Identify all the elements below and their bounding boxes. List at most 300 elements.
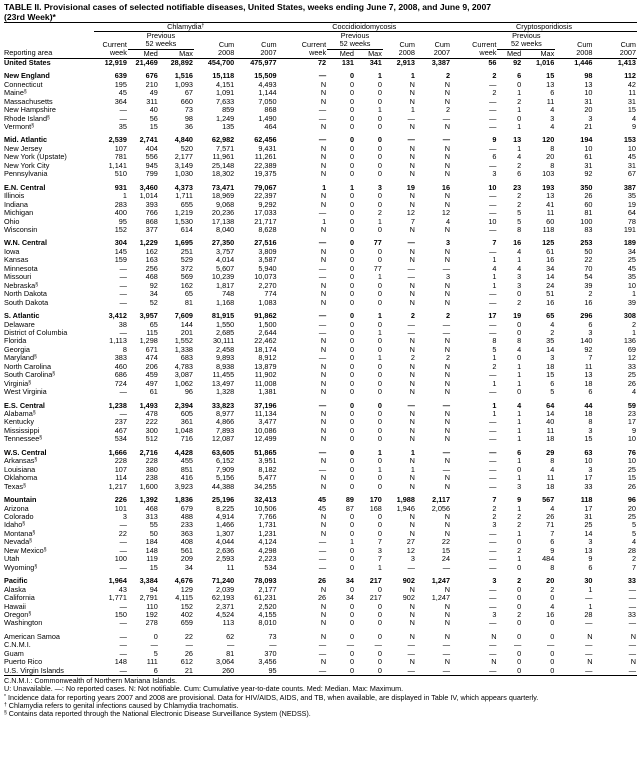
table-cell: 0 <box>153 632 158 641</box>
table-cell: 45 <box>627 264 636 273</box>
table-cell: N <box>320 345 327 354</box>
table-cell: 159 <box>114 256 127 265</box>
table-cell: 11,961 <box>212 153 235 162</box>
table-cell: — <box>119 521 127 530</box>
table-cell: N <box>444 161 451 170</box>
table-cell: 3 <box>492 611 497 619</box>
table-cell: — <box>318 354 327 363</box>
table-cell: 1 <box>517 106 522 115</box>
table-cell: 193 <box>542 183 555 192</box>
table-cell: 37,196 <box>254 401 277 410</box>
table-cell: 10 <box>627 144 636 153</box>
table-cell: 0 <box>550 619 555 628</box>
disease-header-cryptosporidiosis: Cryptosporidiosis <box>451 23 637 32</box>
table-cell: 748 <box>222 290 235 299</box>
table-row <box>4 106 637 114</box>
table-cell: 70 <box>584 264 593 273</box>
table-cell: 2 <box>517 192 522 201</box>
table-cell: N <box>409 602 415 611</box>
table-cell: — <box>451 667 497 676</box>
table-cell: 1 <box>517 555 522 564</box>
table-cell: N <box>444 457 451 466</box>
table-cell: 0 <box>377 80 382 89</box>
table-cell: N <box>630 632 636 641</box>
table-cell: 2 <box>517 611 522 619</box>
table-cell: 38 <box>118 320 127 329</box>
table-cell: 1 <box>410 72 415 81</box>
table-cell: 612 <box>180 658 193 667</box>
table-cell: 228 <box>145 457 158 466</box>
table-cell: 0 <box>517 80 522 89</box>
table-cell: 556 <box>145 153 158 162</box>
table-cell: 1,229 <box>139 239 158 248</box>
table-cell: N <box>491 658 497 667</box>
table-cell: 10 <box>627 435 636 444</box>
region-row <box>4 72 637 80</box>
table-row <box>4 226 637 234</box>
table-cell: 73 <box>268 632 277 641</box>
table-cell: 1 <box>492 379 497 388</box>
table-cell: 1,964 <box>108 577 127 586</box>
table-cell: — <box>407 401 415 410</box>
table-cell: 8 <box>550 144 555 153</box>
table-cell: 1,946 <box>396 504 415 513</box>
table-cell: 0 <box>349 239 354 248</box>
table-cell: — <box>119 410 127 419</box>
table-cell: 27,350 <box>211 239 235 248</box>
table-cell: 34 <box>345 594 354 603</box>
table-cell: 464 <box>264 122 277 131</box>
table-cell: 24 <box>546 281 555 290</box>
table-cell: 3 <box>445 239 451 248</box>
table-cell: 455 <box>180 457 193 466</box>
table-cell: — <box>119 641 127 650</box>
table-cell: 716 <box>180 435 193 444</box>
table-row <box>4 466 637 474</box>
table-cell: 95 <box>235 667 277 676</box>
table-cell: 253 <box>580 239 593 248</box>
table-cell: 639 <box>114 72 127 81</box>
table-cell: N <box>320 426 327 435</box>
table-cell: — <box>407 641 415 650</box>
table-cell: 3,384 <box>139 577 158 586</box>
footnote: U: Unavailable. —: No reported cases. N: Not notifiable. Cum: Cumulative year-to-date counts. Med: Median. Max: Maximum. <box>4 684 404 694</box>
table-cell: 454,700 <box>207 58 235 67</box>
table-cell: 8,938 <box>215 362 235 371</box>
column-header-max: Max <box>159 49 194 58</box>
table-cell: 2 <box>445 106 451 115</box>
reporting-area-name: Minnesota <box>4 264 38 273</box>
table-cell: N <box>320 457 327 466</box>
table-cell: 0 <box>377 435 382 444</box>
table-cell: 0 <box>377 482 382 491</box>
table-cell: 868 <box>264 106 277 115</box>
table-cell: 3,387 <box>431 58 451 67</box>
table-cell: 144 <box>180 320 193 329</box>
reporting-area-name: Oregon§ <box>4 611 32 619</box>
table-cell: 1,988 <box>396 496 415 505</box>
table-cell: 98 <box>184 114 193 123</box>
table-cell: N <box>409 200 415 209</box>
reporting-area-name: Puerto Rico <box>4 658 43 667</box>
table-cell: 67 <box>184 89 193 98</box>
table-cell: 11,134 <box>254 410 277 419</box>
table-cell: N <box>444 435 451 444</box>
table-cell: 209 <box>180 555 193 564</box>
table-cell: — <box>119 632 127 641</box>
table-cell: 0 <box>349 144 354 153</box>
table-cell: 614 <box>180 225 193 234</box>
table-cell: 0 <box>349 264 354 273</box>
table-cell: 1 <box>377 312 382 321</box>
reporting-area-name: District of Columbia <box>4 328 68 337</box>
table-cell: 0 <box>349 290 354 299</box>
table-cell: N <box>409 619 415 628</box>
table-cell: 2 <box>517 200 522 209</box>
table-cell: 3 <box>445 273 451 282</box>
table-cell: 8,225 <box>215 504 235 513</box>
column-header-max: Max <box>522 49 555 58</box>
table-cell: — <box>119 281 127 290</box>
table-cell: 8 <box>517 225 522 234</box>
table-cell: 65 <box>546 312 555 321</box>
table-cell: 3,923 <box>174 482 193 491</box>
table-cell: — <box>489 106 497 115</box>
table-cell: 534 <box>114 435 127 444</box>
table-cell: 1 <box>377 72 382 81</box>
table-cell: 3,957 <box>139 312 158 321</box>
table-cell: 0 <box>377 161 382 170</box>
table-cell: N <box>444 80 451 89</box>
table-cell: 0 <box>349 337 354 346</box>
table-cell: N <box>444 192 451 201</box>
table-cell: 51,865 <box>254 448 277 457</box>
table-cell: 2 <box>550 585 555 594</box>
table-cell: N <box>409 611 415 619</box>
table-row <box>4 89 637 97</box>
table-cell: 30,111 <box>213 337 235 346</box>
table-cell: 194 <box>580 136 593 145</box>
table-cell: 4,044 <box>215 538 235 547</box>
table-cell: 0 <box>349 457 354 466</box>
header-blank <box>416 32 451 41</box>
table-cell: — <box>318 546 327 555</box>
table-cell: 7 <box>492 496 497 505</box>
table-cell: 304 <box>114 239 127 248</box>
table-cell: 17 <box>584 474 593 483</box>
table-cell: 13 <box>546 80 555 89</box>
table-cell: 23 <box>513 183 522 192</box>
table-cell: 9 <box>631 122 636 131</box>
header-blank <box>235 32 277 41</box>
table-cell: 0 <box>349 225 354 234</box>
table-cell: 0 <box>349 72 354 81</box>
table-cell: 0 <box>377 281 382 290</box>
table-cell: 468 <box>145 504 158 513</box>
table-cell: 26 <box>184 649 193 658</box>
table-cell: 50 <box>149 529 158 538</box>
table-cell: N <box>444 379 451 388</box>
table-cell: 1,552 <box>174 337 193 346</box>
table-cell: 0 <box>349 619 354 628</box>
table-cell: 15 <box>441 546 451 555</box>
table-cell: N <box>444 144 451 153</box>
reporting-area-name: Arkansas§ <box>4 457 38 466</box>
table-cell: 1,217 <box>108 482 127 491</box>
table-cell: 45 <box>627 153 636 162</box>
table-cell: 2,913 <box>396 58 415 67</box>
footnote: C.N.M.I.: Commonwealth of Northern Mariana Islands. <box>4 676 177 686</box>
table-cell: 4 <box>445 217 451 226</box>
table-cell: N <box>320 161 327 170</box>
table-cell: 460 <box>114 362 127 371</box>
table-cell: 1 <box>492 273 497 282</box>
table-cell: 361 <box>180 418 193 427</box>
table-cell: 0 <box>349 426 354 435</box>
table-cell: — <box>513 641 522 650</box>
table-cell: 1 <box>588 585 593 594</box>
table-cell: 7,633 <box>215 97 235 106</box>
table-cell: — <box>489 585 497 594</box>
table-cell: N <box>320 225 327 234</box>
previous-weeks-header: 52 weeks <box>327 40 383 49</box>
table-cell: 22,397 <box>254 192 277 201</box>
table-cell: 62 <box>226 632 235 641</box>
table-cell: 2 <box>517 521 522 530</box>
table-cell: N <box>409 482 415 491</box>
table-cell: 1,392 <box>139 496 158 505</box>
table-cell: 0 <box>377 337 382 346</box>
table-cell: 110 <box>146 602 158 611</box>
table-cell: N <box>320 290 327 299</box>
table-cell: 1 <box>517 410 522 419</box>
table-cell: 0 <box>517 320 522 329</box>
reporting-area-name: W.N. Central <box>4 239 47 248</box>
table-row <box>4 658 637 666</box>
table-cell: 14 <box>546 410 555 419</box>
table-cell: 168 <box>369 504 382 513</box>
table-cell: 0 <box>377 298 382 307</box>
table-cell: 0 <box>349 418 354 427</box>
table-cell: 27 <box>406 538 415 547</box>
table-cell: 4,840 <box>174 136 193 145</box>
table-cell: 15,509 <box>254 72 277 81</box>
table-cell: 4,151 <box>215 80 235 89</box>
table-cell: 19 <box>513 312 522 321</box>
table-cell: 11 <box>546 426 555 435</box>
table-cell: 64 <box>627 209 636 218</box>
table-cell: 170 <box>369 496 382 505</box>
table-cell: 61 <box>546 247 555 256</box>
table-cell: 15 <box>627 106 636 115</box>
table-cell: 0 <box>377 114 382 123</box>
table-cell: 300 <box>145 426 158 435</box>
table-cell: 191 <box>623 225 636 234</box>
table-cell: N <box>444 602 451 611</box>
cum-header: Cum <box>434 40 451 49</box>
table-cell: 0 <box>517 465 522 474</box>
table-cell: 33 <box>584 482 593 491</box>
table-cell: — <box>407 136 415 145</box>
reporting-area-name: Alabama§ <box>4 410 36 419</box>
table-cell: 201 <box>180 328 193 337</box>
table-cell: 10 <box>584 89 593 98</box>
table-cell: N <box>409 290 415 299</box>
table-cell: 0 <box>377 457 382 466</box>
table-cell: 51 <box>546 290 555 299</box>
table-cell: 5 <box>492 345 497 354</box>
table-cell: 1 <box>377 273 382 282</box>
table-row <box>4 192 637 200</box>
table-cell: — <box>119 114 127 123</box>
table-cell: 8 <box>588 418 593 427</box>
table-cell: 2,791 <box>139 594 158 603</box>
table-cell: 92 <box>149 281 158 290</box>
table-cell: 56 <box>149 114 158 123</box>
table-cell: 33 <box>627 611 636 619</box>
table-cell: 73 <box>184 106 193 115</box>
table-cell: 1 <box>410 448 415 457</box>
table-cell: — <box>489 225 497 234</box>
table-cell: 2 <box>445 72 451 81</box>
cum-header: Cum <box>218 40 235 49</box>
table-cell: 15 <box>584 435 593 444</box>
table-cell: 5,477 <box>258 474 277 483</box>
table-cell: 0 <box>349 170 354 179</box>
table-cell: — <box>489 474 497 483</box>
table-cell: — <box>489 563 497 572</box>
table-cell: — <box>119 328 127 337</box>
table-cell: 3,149 <box>174 161 193 170</box>
table-cell: N <box>444 97 451 106</box>
table-cell: 35 <box>546 337 555 346</box>
table-cell: 3,809 <box>258 247 277 256</box>
table-cell: 4 <box>550 106 555 115</box>
table-cell: — <box>442 114 451 123</box>
table-cell: N <box>320 97 327 106</box>
table-cell: 0 <box>349 281 354 290</box>
table-cell: 1,016 <box>536 58 555 67</box>
column-header-current_2: week <box>278 49 328 58</box>
table-cell: — <box>489 555 497 564</box>
table-cell: 152 <box>180 602 193 611</box>
table-cell: 6,152 <box>215 457 235 466</box>
table-cell: 724 <box>114 379 127 388</box>
table-cell: 251 <box>180 247 193 256</box>
reporting-area-name: New York City <box>4 161 50 170</box>
table-cell: 4,676 <box>174 577 193 586</box>
table-cell: 2 <box>377 209 382 218</box>
table-cell: 1,048 <box>174 426 193 435</box>
table-cell: 39 <box>584 281 593 290</box>
table-cell: 0 <box>349 521 354 530</box>
table-cell: — <box>94 667 128 676</box>
table-cell: — <box>489 457 497 466</box>
table-cell: N <box>444 658 451 667</box>
table-cell: 60 <box>584 200 593 209</box>
table-cell: 111 <box>146 658 158 667</box>
table-cell: 6 <box>550 538 555 547</box>
table-cell: 92 <box>513 58 522 67</box>
header-blank <box>4 40 94 49</box>
table-cell: 9 <box>492 136 497 145</box>
table-cell: 92 <box>584 345 593 354</box>
table-cell: 1,500 <box>258 320 277 329</box>
table-cell: 94 <box>149 585 158 594</box>
table-cell: 31 <box>584 97 593 106</box>
table-cell: 0 <box>377 247 382 256</box>
table-cell: — <box>489 448 497 457</box>
table-cell: 4,914 <box>215 513 235 522</box>
table-cell: 18,174 <box>254 345 277 354</box>
table-cell: 1,307 <box>215 529 235 538</box>
table-cell: 5,940 <box>258 264 277 273</box>
reporting-area-name: Massachusetts <box>4 97 53 106</box>
table-row <box>4 256 637 264</box>
table-cell: 1 <box>322 183 327 192</box>
table-cell: N <box>409 521 415 530</box>
reporting-area-name: Maine§ <box>4 89 27 98</box>
table-cell: 3,587 <box>258 256 277 265</box>
table-cell: N <box>320 482 327 491</box>
table-cell: 4 <box>550 504 555 513</box>
table-cell: 9,893 <box>215 354 235 363</box>
table-cell: 2 <box>445 354 451 363</box>
header-blank <box>194 32 235 41</box>
table-cell: 103 <box>542 170 555 179</box>
footnote: * Incidence data for reporting years 2007 and 2008 are provisional. Data for HIV/AIDS, AIDS, and TB, when available, are displayed in Table IV, which appears quarterly. <box>4 692 539 702</box>
table-cell: 0 <box>517 602 522 611</box>
table-cell: 60 <box>546 217 555 226</box>
table-cell: N <box>491 632 497 641</box>
table-cell: N <box>409 379 415 388</box>
table-cell: 0 <box>349 312 354 321</box>
table-cell: 313 <box>145 513 158 522</box>
table-cell: 0 <box>517 585 522 594</box>
table-cell: — <box>489 538 497 547</box>
header-blank <box>593 32 637 41</box>
table-cell: 404 <box>145 144 158 153</box>
table-cell: 18 <box>546 482 555 491</box>
table-cell: 1 <box>517 457 522 466</box>
table-cell: 26 <box>627 379 636 388</box>
table-cell: 32,413 <box>254 496 277 505</box>
table-cell: 113 <box>222 619 235 628</box>
table-cell: 350 <box>580 183 593 192</box>
table-cell: 44 <box>584 401 593 410</box>
reporting-area-name: Georgia <box>4 345 30 354</box>
table-cell: 1 <box>410 106 415 115</box>
table-cell: 35 <box>627 273 636 282</box>
table-cell: 0 <box>349 256 354 265</box>
table-cell: N <box>409 658 415 667</box>
table-cell: — <box>407 320 415 329</box>
table-cell: 0 <box>517 658 522 667</box>
region-row <box>4 577 637 585</box>
table-cell: 22 <box>118 529 127 538</box>
table-cell: N <box>444 170 451 179</box>
table-cell: — <box>318 649 327 658</box>
disease-header-coccidioidomycosis: Coccidioidomycosis <box>278 23 451 32</box>
table-cell: 1,490 <box>258 114 277 123</box>
footnote: § Contains data reported through the National Electronic Disease Surveillance System (NEDSS). <box>4 708 311 718</box>
current-header: Current <box>472 40 497 49</box>
table-cell: 1 <box>517 362 522 371</box>
table-cell: 0 <box>377 658 382 667</box>
table-cell: 29 <box>546 448 555 457</box>
table-cell: 31 <box>627 97 636 106</box>
table-cell: 2 <box>492 89 497 98</box>
